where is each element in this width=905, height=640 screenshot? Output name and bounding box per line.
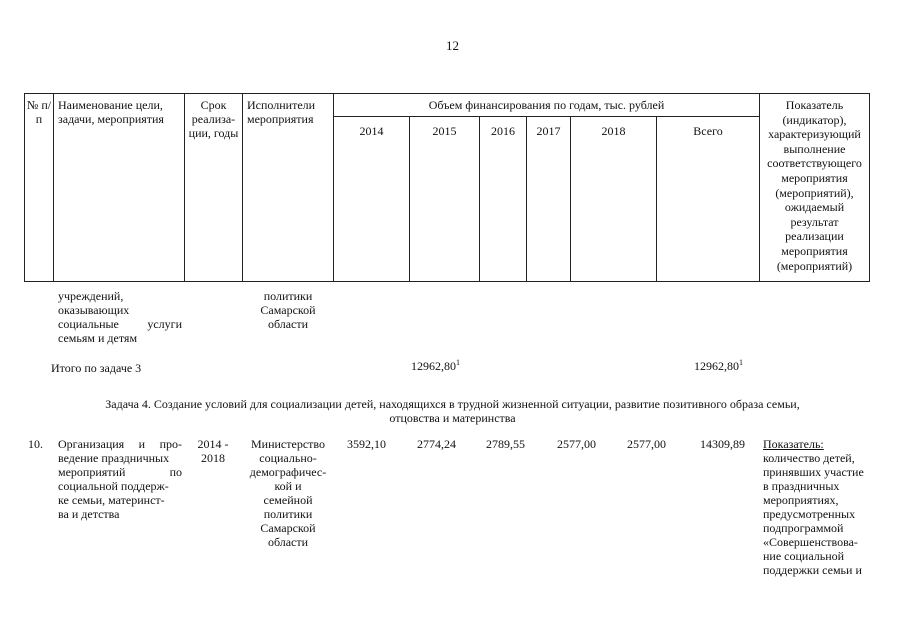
continued-executor: политики Самарской области: [260, 289, 316, 331]
table-bottom-border: [24, 281, 870, 282]
header-executors: Исполнители мероприятия: [247, 98, 316, 126]
header-financing: Объем финансирования по годам, тыс. рублей: [428, 98, 665, 112]
row10-name: Организация и про- ведение праздничных мероприятий по социальной поддерж- ке семьи, материнст- ва и детства: [58, 437, 182, 521]
header-year-2017: 2017: [536, 124, 561, 138]
header-num: № п/п: [26, 98, 52, 126]
row10-value-2015: 2774,24: [417, 437, 456, 451]
row10-value-total: 14309,89: [700, 437, 745, 451]
header-year-2014: 2014: [359, 124, 384, 138]
row10-indicator: Показатель: количество детей, принявших участие в праздничных мероприятиях, предусмотренных подпрограммой «Совершенствова- ние социальной поддержки семьи и: [763, 437, 875, 577]
header-total: Всего: [693, 124, 723, 138]
row10-term: 2014 - 2018: [197, 437, 229, 465]
header-year-2018: 2018: [601, 124, 626, 138]
task3-total-sum: 12962,80$^1$: [694, 358, 743, 373]
row10-executor: Министерство социально- демографичес- кой и семейной политики Самарской области: [249, 437, 327, 549]
header-name: Наименование цели, задачи, мероприятия: [58, 98, 164, 126]
financing-sub-border: [333, 116, 759, 117]
indicator-label: Показатель:: [763, 437, 824, 451]
page-number: 12: [446, 38, 459, 53]
row10-num: 10.: [28, 437, 43, 451]
header-year-2016: 2016: [491, 124, 515, 138]
table-top-border: [24, 93, 870, 94]
continued-name: учреждений, оказывающих социальные услуги семьям и детям: [58, 289, 182, 345]
header-term: Срок реализа-ции, годы: [188, 98, 239, 140]
row10-value-2018: 2577,00: [627, 437, 666, 451]
row10-value-2017: 2577,00: [557, 437, 596, 451]
task3-total-2015: 12962,80$^1$: [411, 358, 460, 373]
header-indicator: Показатель (индикатор), характеризующий выполнение соответствующего мероприятия (мероприятий), ожидаемый результат реализации мероприятия (мероприятий): [767, 98, 862, 273]
header-year-2015: 2015: [432, 124, 457, 138]
row10-value-2014: 3592,10: [347, 437, 386, 451]
task3-total-label: Итого по задаче 3: [51, 361, 142, 375]
task4-title: Задача 4. Создание условий для социализации детей, находящихся в трудной жизненной ситуации, развитие позитивного образа семьи, отцовства и материнства: [105, 397, 800, 425]
row10-value-2016: 2789,55: [486, 437, 525, 451]
